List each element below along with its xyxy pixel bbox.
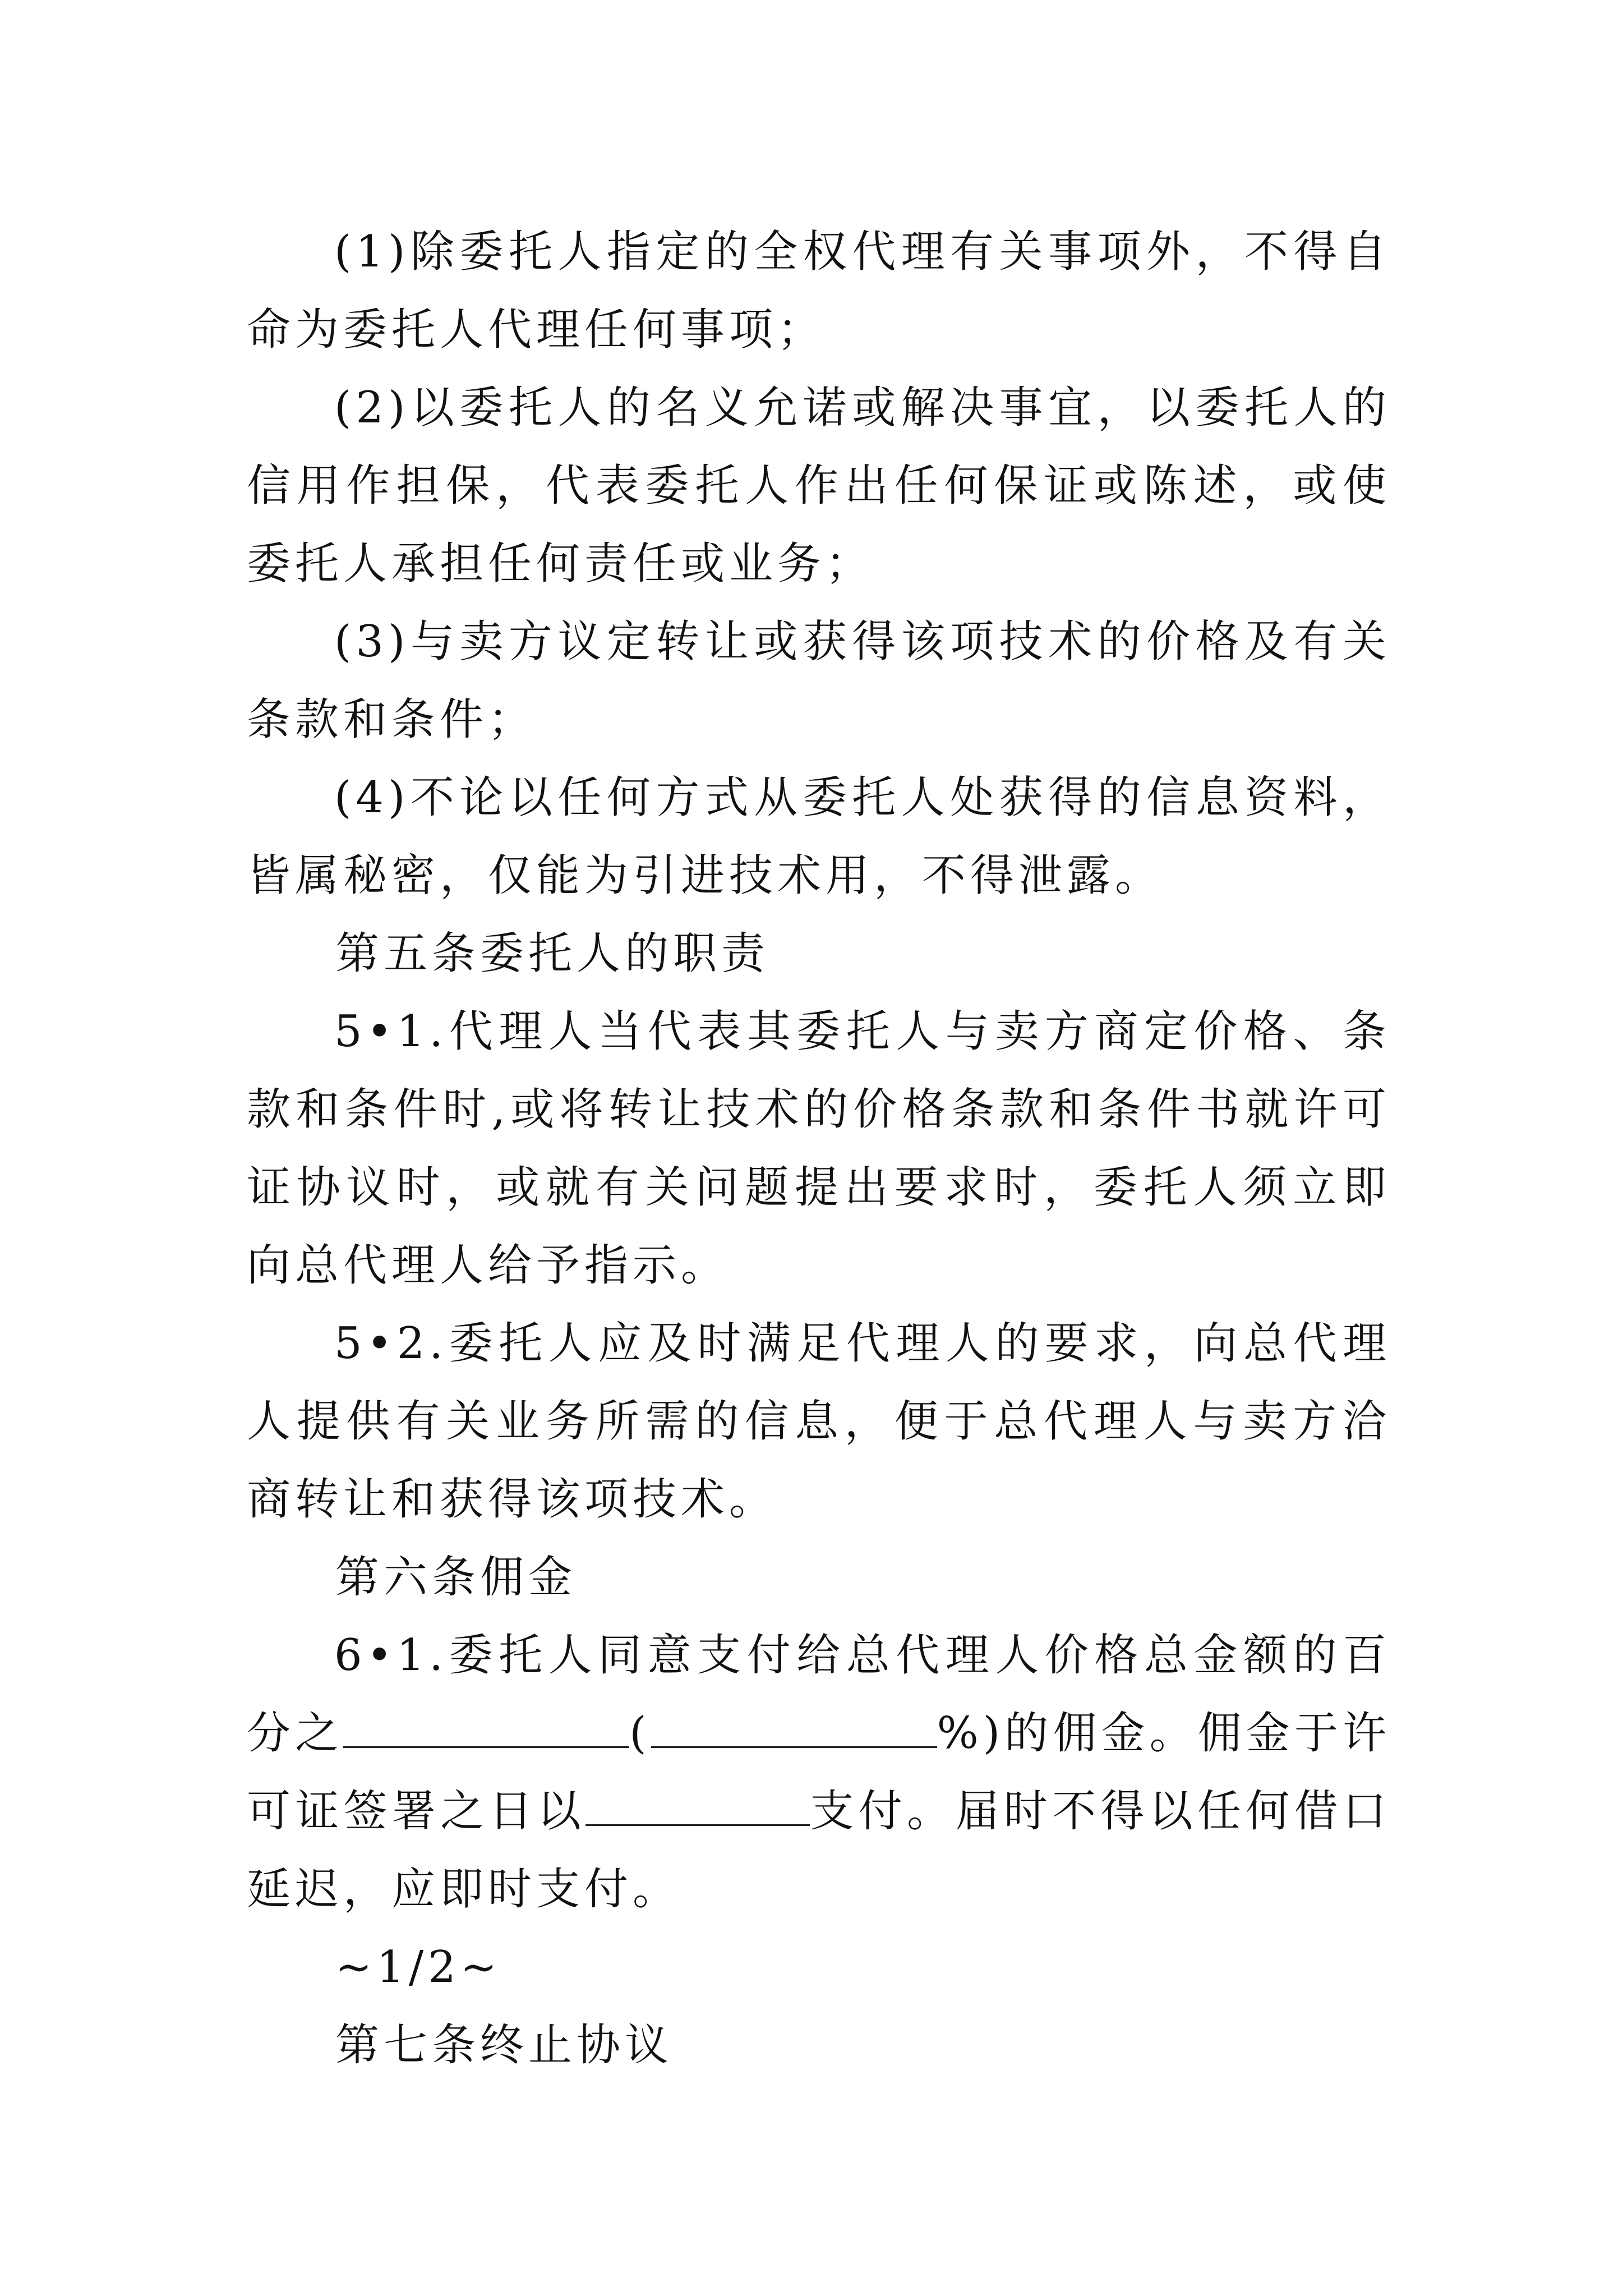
article-7-heading: 第七条终止协议 — [335, 2020, 674, 2070]
clause-6-1 — [247, 1617, 1391, 1929]
article-5-heading: 第五条委托人的职责 — [335, 928, 770, 979]
document-body — [247, 213, 1391, 2085]
commission-percent-blank — [651, 1707, 937, 1748]
page-number: ~1/2~ — [335, 1942, 502, 1993]
article-6-heading: 第六条佣金 — [335, 1552, 577, 1603]
clause-4-item-3: (3)与卖方议定转让或获得该项技术的价格及有关条款和条件； — [247, 616, 1391, 745]
clause-4-item-1: (1)除委托人指定的全权代理有关事项外，不得自命为委托人代理任何事项； — [247, 227, 1391, 355]
clause-6-1-text-d: 支付。届时不得以任何借口延迟，应即时支付。 — [247, 1786, 1391, 1915]
clause-5-1: 5•1.代理人当代表其委托人与卖方商定价格、条款和条件时,或将转让技术的价格条款和条件书就许可证协议时，或就有关问题提出要求时，委托人须立即向总代理人给予指示。 — [247, 1006, 1391, 1291]
clause-6-1-text-a: 6•1.委托人同意支付给总代理人价格总金额的百分之 — [247, 1630, 1391, 1759]
clause-4-item-2: (2)以委托人的名义允诺或解决事宜，以委托人的信用作担保，代表委托人作出任何保证或陈述，或使委托人承担任何责任或业务； — [247, 383, 1391, 589]
clause-6-1-text-b: ( — [629, 1708, 651, 1759]
clause-5-2: 5•2.委托人应及时满足代理人的要求，向总代理人提供有关业务所需的信息，便于总代理人与卖方洽商转让和获得该项技术。 — [247, 1318, 1391, 1525]
commission-amount-blank — [343, 1707, 629, 1748]
payment-method-blank — [585, 1785, 810, 1826]
clause-6-1-text-c: %)的佣金。佣金于许可证签署之日以 — [247, 1708, 1391, 1837]
clause-4-item-4: (4)不论以任何方式从委托人处获得的信息资料，皆属秘密，仅能为引进技术用，不得泄露。 — [247, 772, 1391, 901]
